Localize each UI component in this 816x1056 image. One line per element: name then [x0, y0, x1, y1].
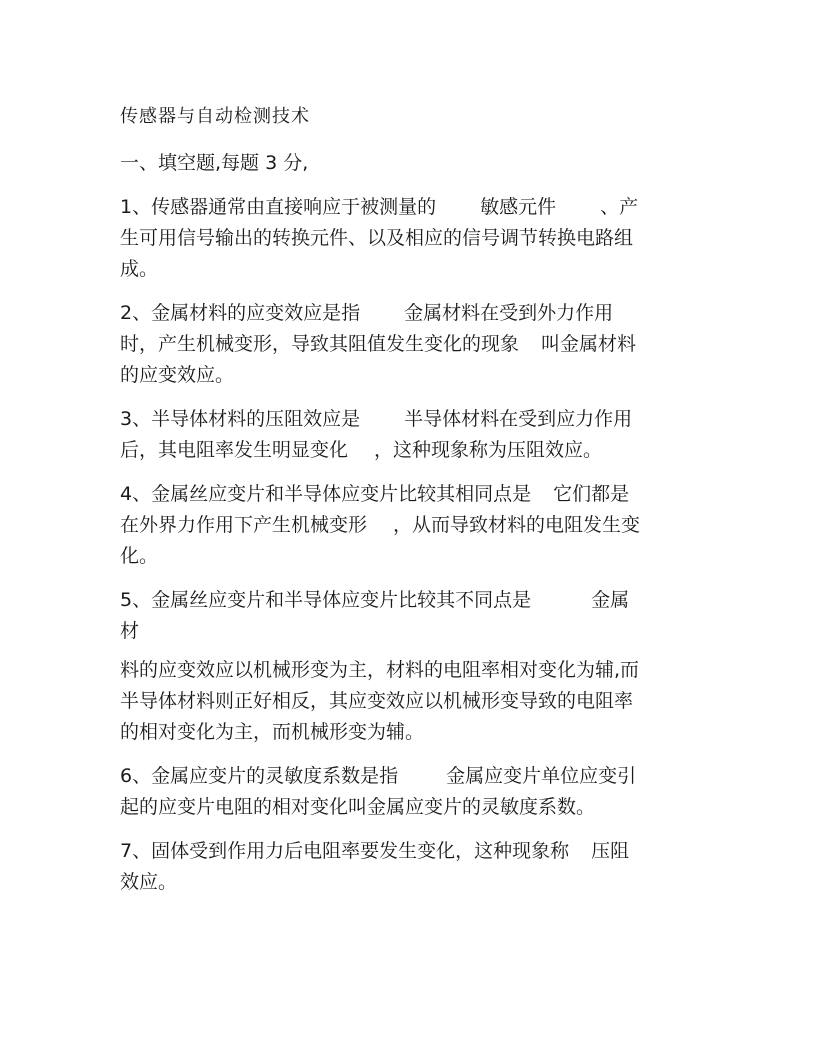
question-2	[120, 298, 700, 391]
question-6	[120, 761, 700, 823]
question-line: 半导体材料则正好相反，其应变效应以机械形变导致的电阻率	[120, 690, 634, 712]
question-text: 叫金属材料	[541, 333, 637, 355]
question-text: 5、金属丝应变片和半导体应变片比较其不同点是	[120, 589, 532, 611]
question-3	[120, 404, 700, 466]
question-7	[120, 836, 700, 898]
document-title: 传感器与自动检测技术	[120, 106, 310, 127]
question-line	[120, 479, 700, 510]
question-line	[120, 435, 700, 466]
question-line: 材	[120, 620, 140, 642]
question-line	[120, 404, 700, 435]
answer-text: 金属应变片单位应变引	[446, 765, 637, 787]
question-text: 6、金属应变片的灵敏度系数是指	[120, 765, 399, 787]
question-text: 1、传感器通常由直接响应于被测量的	[120, 196, 437, 218]
question-line	[120, 836, 700, 867]
question-text: 7、固体受到作用力后电阻率要发生变化，这种现象称	[120, 840, 570, 862]
answer-text: 在外界力作用下产生机械变形	[120, 514, 368, 536]
question-4	[120, 479, 700, 572]
question-line	[120, 585, 700, 616]
answer-text: 半导体材料在受到应力作用	[404, 408, 633, 430]
question-text: 2、金属材料的应变效应是指	[120, 302, 361, 324]
question-text: 3、半导体材料的压阻效应是	[120, 408, 361, 430]
question-line: 成。	[120, 258, 159, 280]
answer-text: 后，其电阻率发生明显变化	[120, 439, 349, 461]
question-text: 、产	[600, 196, 639, 218]
question-line: 料的应变效应以机械形变为主，材料的电阻率相对变化为辅,而	[120, 659, 640, 681]
question-5-continued	[120, 655, 700, 748]
question-list	[120, 192, 700, 911]
answer-text: 它们都是	[553, 483, 630, 505]
question-line: 的应变效应。	[120, 364, 235, 386]
question-line	[120, 510, 700, 541]
question-text: 4、金属丝应变片和半导体应变片比较其相同点是	[120, 483, 532, 505]
question-line: 效应。	[120, 871, 178, 893]
section-heading: 一、填空题,每题 3 分,	[120, 152, 309, 174]
question-line	[120, 192, 700, 223]
answer-text: 金属	[591, 589, 630, 611]
question-text: ，从而导致材料的电阻发生变	[393, 514, 641, 536]
answer-text: 金属材料在受到外力作用	[404, 302, 614, 324]
answer-text: 敏感元件	[480, 196, 557, 218]
question-text: ，这种现象称为压阻效应。	[374, 439, 603, 461]
answer-text: 时，产生机械变形，导致其阻值发生变化的现象	[120, 333, 520, 355]
question-line: 化。	[120, 545, 159, 567]
answer-text: 压阻	[591, 840, 630, 862]
question-1	[120, 192, 700, 285]
question-line	[120, 298, 700, 329]
question-line	[120, 329, 700, 360]
question-line	[120, 761, 700, 792]
question-line: 生可用信号输出的转换元件、以及相应的信号调节转换电路组	[120, 227, 634, 249]
question-5	[120, 585, 700, 647]
question-line: 的相对变化为主，而机械形变为辅。	[120, 721, 425, 743]
question-line: 起的应变片电阻的相对变化叫金属应变片的灵敏度系数。	[120, 796, 596, 818]
